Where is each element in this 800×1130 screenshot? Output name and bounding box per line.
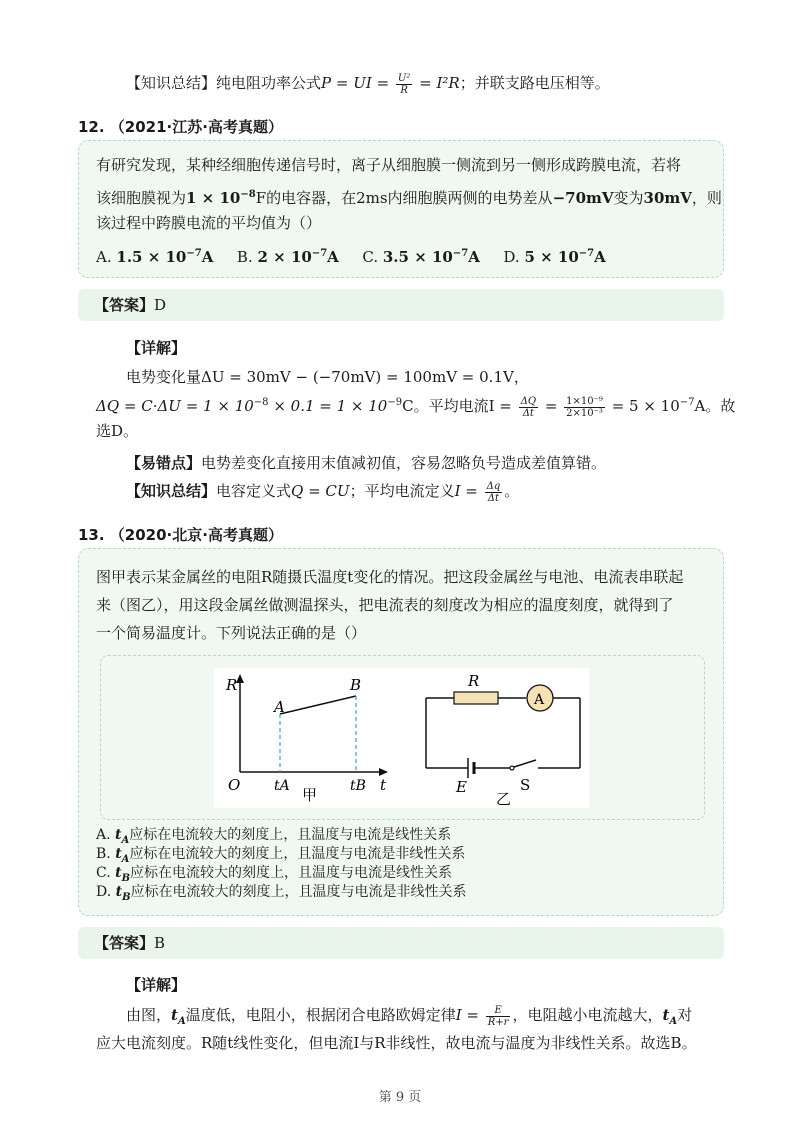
x-axis-arrow-icon xyxy=(379,768,388,776)
q13-answer: B xyxy=(154,934,166,952)
switch-blade-icon xyxy=(514,760,536,767)
r-t-line xyxy=(280,696,356,714)
q13-stem-line1: 图甲表示某金属丝的电阻R随摄氏温度t变化的情况。把这段金属丝与电池、电流表串联起 xyxy=(96,568,684,586)
circuit-battery-label: E xyxy=(456,778,467,796)
q12-stem-line1: 有研究发现，某种经细胞传递信号时，离子从细胞膜一侧流到另一侧形成跨膜电流，若将 xyxy=(96,156,682,174)
circuit-yi xyxy=(426,672,580,808)
q12-knowledge-summary: 【知识总结】电容定义式Q = CU；平均电流定义I = $\frac{\Delta q}{\Delta t}$ 。 xyxy=(126,480,520,504)
option-d[interactable]: D. $5 \times 10^{-7}A$ xyxy=(503,248,606,266)
q13-option-b[interactable]: B. $t_A$应标在电流较大的刻度上，且温度与电流是非线性关系 xyxy=(96,846,466,865)
graph-axis-x-label: t xyxy=(380,776,387,794)
top-summary: 【知识总结】纯电阻功率公式P = UI = $\frac{\text{U²}}{R}$ = I²R；并联支路电压相等。 xyxy=(126,72,610,96)
q13-solution-line1: 由图，$t_A$温度低，电阻小，根据闭合电路欧姆定律I = $\frac{E}{R+r}$ ，电阻越小电流越大，$t_A$对 xyxy=(126,1004,693,1028)
tick-a-label: tA xyxy=(274,778,290,794)
q12-stem-line3: 该过程中跨膜电流的平均值为（） xyxy=(96,214,322,232)
switch-contact-icon xyxy=(510,766,514,770)
q13-option-c[interactable]: C. $t_B$应标在电流较大的刻度上，且温度与电流是线性关系 xyxy=(96,865,453,884)
circuit-caption: 乙 xyxy=(496,790,512,808)
q13-solution-line2: 应大电流刻度。R随t线性变化，但电流I与R非线性，故电流与温度为非线性关系。故选B。 xyxy=(96,1034,697,1052)
tick-b-label: tB xyxy=(350,778,366,794)
q13-stem-line2: 来（图乙），用这段金属丝做测温探头，把电流表的刻度改为相应的温度刻度，就得到了 xyxy=(96,596,674,614)
question-12-header: 12. （2021·江苏·高考真题） xyxy=(78,118,283,136)
q13-option-a[interactable]: A. $t_A$应标在电流较大的刻度上，且温度与电流是线性关系 xyxy=(96,827,452,846)
q12-detail-tag: 【详解】 xyxy=(126,339,187,357)
option-a[interactable]: A. $1.5 \times 10^{-7}A$ xyxy=(96,248,214,266)
q13-option-d[interactable]: D. $t_B$应标在电流较大的刻度上，且温度与电流是非线性关系 xyxy=(96,884,467,903)
q12-error-point: 【易错点】电势差变化直接用末值减初值，容易忽略负号造成差值算错。 xyxy=(126,454,607,472)
point-b-label: B xyxy=(350,676,362,694)
summary-tag: 【知识总结】 xyxy=(126,74,217,92)
q12-answer: D xyxy=(154,296,167,314)
figure-area xyxy=(214,668,589,808)
circuit-ammeter-label: A xyxy=(534,692,545,708)
q13-answer-bar: 【答案】B xyxy=(78,927,724,959)
figure-svg xyxy=(214,668,589,808)
graph-origin-label: O xyxy=(228,776,241,794)
graph-caption: 甲 xyxy=(302,786,318,804)
page-number: 第 9 页 xyxy=(378,1090,422,1105)
q12-solution-line3: 选D。 xyxy=(96,422,139,440)
q12-solution-line1: 电势变化量ΔU = 30mV − (−70mV) = 100mV = 0.1V， xyxy=(126,368,529,386)
q12-answer-bar: 【答案】D xyxy=(78,289,724,321)
fraction: $\frac{\text{U²}}{R}$ xyxy=(397,72,411,96)
q13-detail-tag: 【详解】 xyxy=(126,976,187,994)
option-c[interactable]: C. $3.5 \times 10^{-7}A$ xyxy=(362,248,480,266)
q12-stem-line2: 该细胞膜视为$1 \times 10^{-8}F$的电容器，在2ms内细胞膜两侧的电势差从−70mV变为30mV，则 xyxy=(96,189,722,207)
q12-solution-line2: $\Delta Q = C\cdot\Delta U = 1 \times 10^{-8} \times 0.1 = 1 \times 10^{-9}C$。平均电流I = $\frac{\Delta Q}{\Delta t}$ = $\frac{\text{1×10⁻⁹}}{\text{2×10⁻³}}$ = $5 \times 10^{-7}A$。故 xyxy=(96,395,736,419)
point-a-label: A xyxy=(274,698,285,716)
circuit-resistor-label: R xyxy=(468,672,480,690)
q13-stem-line3: 一个简易温度计。下列说法正确的是（） xyxy=(96,624,367,642)
q12-options xyxy=(96,243,606,268)
question-13-header: 13. （2020·北京·高考真题） xyxy=(78,526,283,544)
resistor-icon xyxy=(454,692,498,704)
graph-axis-y-label: R xyxy=(226,676,238,694)
option-b[interactable]: B. $2 \times 10^{-7}A$ xyxy=(236,248,339,266)
graph-jia xyxy=(225,674,388,804)
circuit-switch-label: S xyxy=(520,776,531,794)
